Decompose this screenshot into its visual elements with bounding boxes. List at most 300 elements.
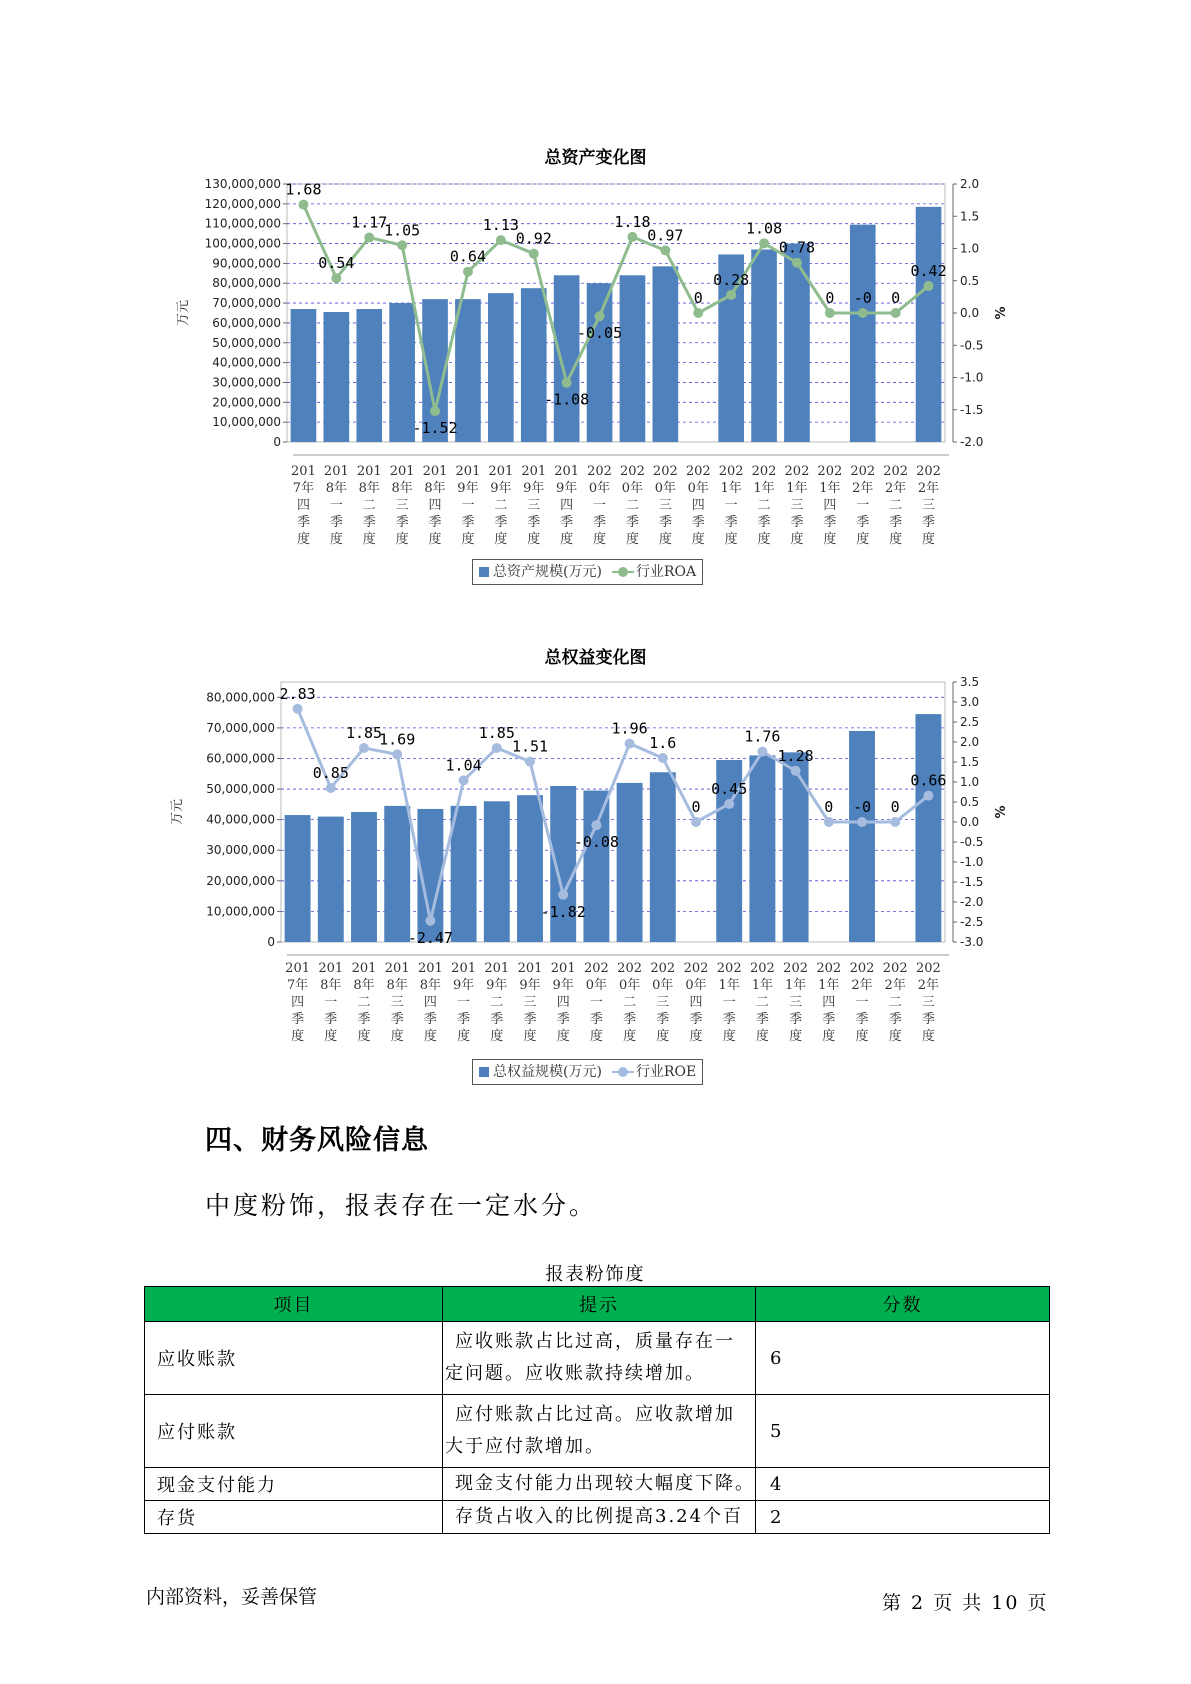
line-point bbox=[591, 820, 601, 830]
line-point bbox=[359, 743, 369, 753]
category-label: 2年 bbox=[884, 978, 906, 993]
category-label: 202 bbox=[650, 961, 676, 976]
category-label: 7年 bbox=[286, 978, 309, 993]
line-point bbox=[298, 200, 308, 210]
category-label: 1年 bbox=[786, 481, 808, 496]
category-label: 202 bbox=[587, 464, 612, 479]
left-tick-label: 20,000,000 bbox=[212, 395, 281, 410]
category-label: 0年 bbox=[687, 481, 709, 496]
category-label: 度 bbox=[390, 1029, 404, 1044]
category-label: 2年 bbox=[851, 978, 873, 993]
category-label: 三 bbox=[921, 995, 935, 1010]
category-label: 度 bbox=[689, 1029, 703, 1044]
row-hint: 存货占收入的比例提高3.24个百 bbox=[443, 1501, 756, 1534]
category-label: 1年 bbox=[753, 481, 775, 496]
category-label: 0年 bbox=[588, 481, 611, 496]
line-point bbox=[757, 747, 767, 757]
bar bbox=[389, 303, 415, 442]
category-label: 季 bbox=[722, 1012, 736, 1027]
line-point bbox=[924, 281, 934, 291]
data-label: 1.68 bbox=[285, 180, 322, 199]
right-tick-label: -0.5 bbox=[960, 338, 984, 353]
category-label: 一 bbox=[461, 498, 475, 513]
category-label: 季 bbox=[823, 515, 837, 530]
category-label: 度 bbox=[623, 1029, 637, 1044]
right-tick-label: 2.0 bbox=[960, 735, 980, 749]
category-label: 四 bbox=[428, 498, 442, 513]
line-point bbox=[525, 757, 535, 767]
bar bbox=[650, 772, 676, 942]
right-tick-label: 1.5 bbox=[960, 209, 980, 224]
category-label: 二 bbox=[625, 498, 639, 513]
category-label: 1年 bbox=[718, 978, 740, 993]
category-label: 202 bbox=[583, 961, 609, 976]
category-label: 202 bbox=[718, 464, 744, 479]
category-label: 四 bbox=[291, 995, 305, 1010]
category-label: 8年 bbox=[391, 481, 413, 496]
line-point bbox=[824, 817, 834, 827]
category-label: 9年 bbox=[552, 978, 574, 993]
line-point bbox=[293, 704, 303, 714]
category-label: 季 bbox=[296, 515, 310, 530]
data-label: 1.28 bbox=[777, 746, 814, 765]
data-label: -1.52 bbox=[412, 419, 458, 438]
category-label: 度 bbox=[855, 1029, 869, 1044]
category-label: 二 bbox=[623, 995, 637, 1010]
category-label: 季 bbox=[593, 515, 607, 530]
category-label: 0年 bbox=[618, 978, 641, 993]
category-label: 度 bbox=[593, 532, 607, 547]
category-label: 季 bbox=[691, 515, 705, 530]
data-label: 0.97 bbox=[647, 226, 684, 245]
category-label: 201 bbox=[417, 961, 443, 976]
category-label: 201 bbox=[455, 464, 481, 479]
line-point bbox=[658, 753, 668, 763]
right-tick-label: 1.0 bbox=[960, 241, 980, 256]
data-label: -1.82 bbox=[540, 902, 586, 921]
category-label: 202 bbox=[849, 961, 875, 976]
table-row bbox=[145, 1468, 1050, 1501]
category-label: 一 bbox=[855, 995, 869, 1010]
section-text: 中度粉饰，报表存在一定水分。 bbox=[205, 1191, 598, 1220]
data-label: 1.18 bbox=[614, 212, 651, 231]
category-label: 季 bbox=[556, 1012, 570, 1027]
category-label: 1年 bbox=[819, 481, 841, 496]
category-label: 度 bbox=[457, 1029, 471, 1044]
bar-legend-swatch bbox=[479, 1067, 489, 1077]
line-point bbox=[595, 311, 605, 321]
category-label: 9年 bbox=[457, 481, 479, 496]
row-item: 现金支付能力 bbox=[145, 1468, 443, 1501]
category-label: 9年 bbox=[556, 481, 578, 496]
row-hint: 应付账款占比过高。应收款增加大于应付款增加。 bbox=[443, 1395, 756, 1468]
line-point bbox=[858, 308, 868, 318]
left-tick-label: 110,000,000 bbox=[204, 216, 281, 231]
left-tick-label: 80,000,000 bbox=[212, 276, 281, 291]
line-point bbox=[791, 766, 801, 776]
row-score: 5 bbox=[756, 1395, 1050, 1468]
left-tick-label: 10,000,000 bbox=[212, 415, 281, 430]
category-label: 季 bbox=[888, 1012, 902, 1027]
category-label: 202 bbox=[685, 464, 711, 479]
data-label: -1.08 bbox=[544, 390, 590, 409]
category-label: 二 bbox=[357, 995, 371, 1010]
line-point bbox=[825, 308, 835, 318]
category-label: 三 bbox=[790, 498, 804, 513]
category-label: 度 bbox=[755, 1029, 769, 1044]
line-point bbox=[792, 258, 802, 268]
category-label: 一 bbox=[589, 995, 603, 1010]
table-header-row bbox=[145, 1287, 1050, 1322]
category-label: 201 bbox=[356, 464, 382, 479]
row-hint: 应收账款占比过高，质量存在一定问题。应收账款持续增加。 bbox=[443, 1322, 756, 1395]
category-label: 四 bbox=[556, 995, 570, 1010]
left-tick-label: 50,000,000 bbox=[206, 782, 275, 797]
line-point bbox=[430, 406, 440, 416]
category-label: 一 bbox=[457, 995, 471, 1010]
bar bbox=[850, 225, 876, 442]
category-label: 一 bbox=[724, 498, 738, 513]
bar bbox=[384, 806, 410, 942]
category-label: 季 bbox=[490, 1012, 504, 1027]
right-tick-label: 0.0 bbox=[960, 306, 980, 320]
category-label: 201 bbox=[323, 464, 349, 479]
category-label: 201 bbox=[422, 464, 448, 479]
line-point bbox=[529, 249, 539, 259]
category-label: 四 bbox=[560, 498, 574, 513]
category-label: 度 bbox=[324, 1029, 338, 1044]
right-tick-label: -1.0 bbox=[960, 370, 984, 385]
category-label: 8年 bbox=[424, 481, 446, 496]
line-point bbox=[691, 817, 701, 827]
category-label: 季 bbox=[789, 1012, 803, 1027]
category-label: 201 bbox=[488, 464, 514, 479]
left-tick-label: 0 bbox=[273, 435, 281, 449]
category-label: 1年 bbox=[818, 978, 840, 993]
category-label: 四 bbox=[296, 498, 310, 513]
chart2-legend-line: 行业ROE bbox=[635, 1064, 697, 1080]
bar bbox=[451, 806, 477, 942]
category-label: 202 bbox=[882, 961, 908, 976]
category-label: 度 bbox=[722, 1029, 736, 1044]
line-point bbox=[425, 916, 435, 926]
category-label: 0年 bbox=[654, 481, 676, 496]
category-label: 201 bbox=[484, 961, 510, 976]
category-label: 季 bbox=[625, 515, 639, 530]
left-tick-label: 20,000,000 bbox=[206, 873, 275, 888]
category-label: 度 bbox=[789, 1029, 803, 1044]
header-score: 分数 bbox=[756, 1287, 1050, 1322]
left-tick-label: 30,000,000 bbox=[212, 375, 281, 390]
data-label: -2.47 bbox=[407, 928, 453, 947]
right-tick-label: 3.5 bbox=[960, 675, 980, 689]
table-row bbox=[145, 1501, 1050, 1534]
category-label: 0年 bbox=[621, 481, 644, 496]
category-label: 202 bbox=[617, 961, 643, 976]
bar bbox=[324, 312, 350, 442]
category-label: 季 bbox=[527, 515, 541, 530]
line-point bbox=[326, 783, 336, 793]
right-tick-label: -1.0 bbox=[960, 855, 984, 869]
left-tick-label: 80,000,000 bbox=[206, 690, 275, 705]
header-item: 项目 bbox=[145, 1287, 443, 1322]
category-label: 季 bbox=[357, 1012, 371, 1027]
category-label: 度 bbox=[395, 532, 409, 547]
left-tick-label: 70,000,000 bbox=[206, 720, 275, 735]
category-label: 季 bbox=[457, 1012, 471, 1027]
category-label: 四 bbox=[822, 995, 836, 1010]
data-label: -0 bbox=[852, 798, 872, 816]
category-label: 9年 bbox=[486, 978, 508, 993]
category-label: 8年 bbox=[386, 978, 408, 993]
category-label: 201 bbox=[318, 961, 344, 976]
data-label: 0 bbox=[825, 289, 835, 307]
category-label: 季 bbox=[291, 1012, 305, 1027]
data-label: 0.64 bbox=[449, 247, 487, 266]
category-label: 8年 bbox=[353, 978, 375, 993]
table-caption: 报表粉饰度 bbox=[545, 1264, 646, 1285]
right-tick-label: 0.5 bbox=[960, 795, 980, 809]
category-label: 1年 bbox=[720, 481, 742, 496]
bar bbox=[620, 275, 646, 442]
data-label: 0.78 bbox=[778, 238, 816, 257]
category-label: 201 bbox=[291, 464, 316, 479]
bar bbox=[554, 275, 580, 442]
category-label: 季 bbox=[390, 1012, 404, 1027]
bar bbox=[285, 815, 311, 942]
bar bbox=[783, 752, 809, 942]
category-label: 8年 bbox=[320, 978, 342, 993]
chart1-title: 总资产变化图 bbox=[544, 148, 647, 168]
data-label: 0.45 bbox=[711, 780, 748, 798]
category-label: 201 bbox=[384, 961, 410, 976]
category-label: 2年 bbox=[917, 978, 940, 993]
data-label: 1.08 bbox=[745, 219, 783, 238]
line-point bbox=[331, 273, 341, 283]
left-tick-label: 0 bbox=[267, 935, 275, 949]
category-label: 度 bbox=[822, 1029, 836, 1044]
category-label: 8年 bbox=[325, 481, 347, 496]
category-label: 季 bbox=[757, 515, 771, 530]
right-tick-label: -1.5 bbox=[960, 402, 984, 417]
category-label: 度 bbox=[922, 532, 936, 547]
category-label: 0年 bbox=[585, 978, 608, 993]
data-label: 1.51 bbox=[511, 737, 549, 756]
line-point bbox=[660, 245, 670, 255]
data-label: 1.6 bbox=[649, 734, 677, 752]
line-point bbox=[496, 235, 506, 245]
category-label: 度 bbox=[291, 1029, 305, 1044]
category-label: 度 bbox=[527, 532, 541, 547]
category-label: 201 bbox=[351, 961, 377, 976]
category-label: 度 bbox=[428, 532, 442, 547]
category-label: 度 bbox=[494, 532, 508, 547]
category-label: 8年 bbox=[358, 481, 380, 496]
category-label: 季 bbox=[423, 1012, 437, 1027]
category-label: 202 bbox=[784, 464, 810, 479]
left-tick-label: 60,000,000 bbox=[206, 751, 275, 766]
category-label: 二 bbox=[755, 995, 769, 1010]
right-tick-label: 0.0 bbox=[960, 815, 980, 829]
right-tick-label: 1.5 bbox=[960, 755, 980, 769]
category-label: 季 bbox=[589, 1012, 603, 1027]
total-assets-chart bbox=[0, 0, 1191, 560]
category-label: 季 bbox=[889, 515, 903, 530]
right-tick-label: -3.0 bbox=[960, 935, 984, 949]
category-label: 9年 bbox=[490, 481, 512, 496]
data-label: -0 bbox=[853, 289, 872, 307]
bar bbox=[583, 791, 609, 942]
data-label: 1.04 bbox=[445, 756, 482, 775]
right-tick-label: -1.5 bbox=[960, 875, 984, 889]
line-point bbox=[726, 290, 736, 300]
category-label: 9年 bbox=[452, 978, 475, 993]
category-label: 202 bbox=[652, 464, 678, 479]
data-label: 0.66 bbox=[910, 771, 947, 790]
data-label: 0 bbox=[691, 798, 701, 816]
category-label: 度 bbox=[423, 1029, 437, 1044]
category-label: 度 bbox=[296, 532, 310, 547]
category-label: 201 bbox=[554, 464, 580, 479]
line-point bbox=[459, 775, 469, 785]
category-label: 202 bbox=[916, 464, 941, 479]
total-equity-chart bbox=[0, 500, 1191, 1060]
category-label: 一 bbox=[329, 498, 343, 513]
category-label: 度 bbox=[823, 532, 837, 547]
category-label: 度 bbox=[329, 532, 343, 547]
line-point bbox=[558, 890, 568, 900]
category-label: 二 bbox=[362, 498, 376, 513]
right-tick-label: 1.0 bbox=[960, 775, 980, 789]
row-score: 2 bbox=[756, 1501, 1050, 1534]
category-label: 0年 bbox=[685, 978, 707, 993]
data-label: 1.05 bbox=[384, 221, 421, 240]
category-label: 度 bbox=[757, 532, 771, 547]
category-label: 季 bbox=[560, 515, 574, 530]
right-tick-label: 2.0 bbox=[960, 177, 980, 191]
category-label: 度 bbox=[560, 532, 574, 547]
data-label: -0.08 bbox=[573, 833, 619, 852]
category-label: 四 bbox=[691, 498, 705, 513]
category-label: 1年 bbox=[751, 978, 774, 993]
category-label: 季 bbox=[922, 515, 936, 530]
line-legend-swatch bbox=[612, 1067, 634, 1077]
data-label: -0.05 bbox=[576, 324, 623, 343]
category-label: 度 bbox=[691, 532, 705, 547]
category-label: 度 bbox=[724, 532, 738, 547]
line-point bbox=[890, 817, 900, 827]
data-label: 0 bbox=[693, 289, 703, 307]
category-label: 202 bbox=[751, 464, 777, 479]
right-tick-label: -2.5 bbox=[960, 915, 984, 929]
category-label: 202 bbox=[850, 464, 876, 479]
category-label: 四 bbox=[423, 995, 437, 1010]
category-label: 202 bbox=[683, 961, 709, 976]
left-tick-label: 120,000,000 bbox=[204, 196, 281, 211]
section-heading: 四、财务风险信息 bbox=[205, 1125, 429, 1156]
category-label: 季 bbox=[822, 1012, 836, 1027]
right-tick-label: -2.0 bbox=[960, 895, 984, 909]
category-label: 三 bbox=[656, 995, 670, 1010]
category-label: 季 bbox=[623, 1012, 637, 1027]
data-label: 0.28 bbox=[713, 270, 750, 289]
category-label: 7年 bbox=[292, 481, 315, 496]
bar bbox=[455, 299, 481, 442]
category-label: 季 bbox=[790, 515, 804, 530]
category-label: 202 bbox=[716, 961, 742, 976]
category-label: 季 bbox=[689, 1012, 703, 1027]
category-label: 季 bbox=[362, 515, 376, 530]
category-label: 二 bbox=[888, 995, 902, 1010]
bar bbox=[488, 293, 514, 442]
category-label: 2年 bbox=[917, 481, 940, 496]
left-tick-label: 10,000,000 bbox=[206, 904, 275, 919]
line-point bbox=[392, 749, 402, 759]
bar bbox=[915, 714, 941, 942]
left-tick-label: 70,000,000 bbox=[212, 296, 281, 311]
data-label: 2.83 bbox=[279, 684, 316, 703]
category-label: 四 bbox=[823, 498, 837, 513]
category-label: 度 bbox=[589, 1029, 603, 1044]
category-label: 季 bbox=[921, 1012, 935, 1027]
right-tick-label: -0.5 bbox=[960, 835, 984, 849]
data-label: 1.85 bbox=[345, 724, 383, 742]
data-label: 0.92 bbox=[515, 229, 552, 248]
category-label: 季 bbox=[329, 515, 343, 530]
category-label: 季 bbox=[724, 515, 738, 530]
category-label: 季 bbox=[494, 515, 508, 530]
bar bbox=[617, 783, 643, 942]
category-label: 一 bbox=[324, 995, 338, 1010]
right-tick-label: 2.5 bbox=[960, 715, 980, 729]
row-hint: 现金支付能力出现较大幅度下降。 bbox=[443, 1468, 756, 1501]
left-tick-label: 130,000,000 bbox=[204, 177, 281, 191]
data-label: 0 bbox=[891, 289, 901, 307]
category-label: 度 bbox=[656, 1029, 670, 1044]
data-label: 0 bbox=[890, 798, 900, 816]
category-label: 9年 bbox=[523, 481, 545, 496]
row-item: 应收账款 bbox=[145, 1322, 443, 1395]
right-tick-label: 3.0 bbox=[960, 695, 980, 709]
category-label: 2年 bbox=[852, 481, 874, 496]
category-label: 三 bbox=[658, 498, 672, 513]
category-label: 一 bbox=[722, 995, 736, 1010]
category-label: 度 bbox=[523, 1029, 537, 1044]
category-label: 201 bbox=[451, 961, 477, 976]
right-tick-label: -2.0 bbox=[960, 435, 984, 449]
bar bbox=[318, 817, 344, 942]
category-label: 8年 bbox=[419, 978, 442, 993]
category-label: 2年 bbox=[885, 481, 907, 496]
category-label: 202 bbox=[783, 961, 809, 976]
category-label: 二 bbox=[490, 995, 504, 1010]
header-hint: 提示 bbox=[443, 1287, 756, 1322]
category-label: 二 bbox=[494, 498, 508, 513]
left-tick-label: 100,000,000 bbox=[204, 236, 281, 251]
left-axis-title: 万元 bbox=[176, 299, 191, 327]
line-point bbox=[463, 267, 473, 277]
category-label: 三 bbox=[789, 995, 803, 1010]
category-label: 度 bbox=[556, 1029, 570, 1044]
right-axis-title: % bbox=[994, 306, 1009, 320]
category-label: 202 bbox=[915, 961, 941, 976]
row-item: 存货 bbox=[145, 1501, 443, 1534]
category-label: 四 bbox=[689, 995, 703, 1010]
line-point bbox=[492, 743, 502, 753]
data-label: 1.76 bbox=[744, 727, 781, 746]
line-point bbox=[923, 791, 933, 801]
data-label: 0.42 bbox=[910, 261, 947, 280]
